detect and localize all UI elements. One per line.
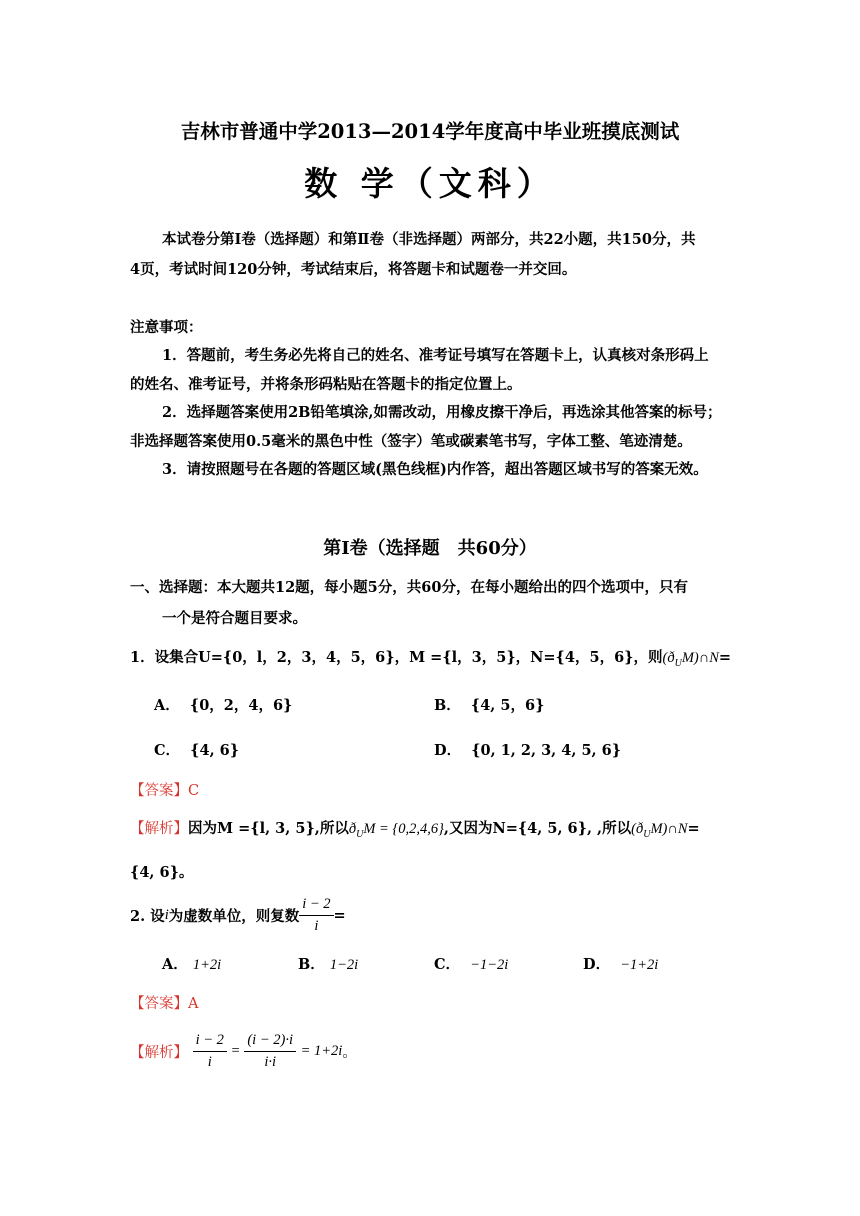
note-2-line-2: 非选择题答案使用0.5毫米的黑色中性（签字）笔或碳素笔书写，字体工整、笔迹清楚。 — [130, 433, 692, 450]
subject-title: 数 学（文科） — [304, 164, 556, 203]
question-2-answer: 【答案】A — [130, 996, 199, 1012]
question-1-option-b: B． {4, 5，6} — [434, 697, 545, 714]
question-1-option-a: A． {0，2，4，6} — [154, 697, 293, 714]
question-1-option-d: D． {0, 1, 2, 3, 4, 5, 6} — [434, 742, 622, 759]
note-1-line-1: 1．答题前，考生务必先将自己的姓名、准考证号填写在答题卡上，认真核对条形码上 — [162, 347, 709, 364]
exam-title: 吉林市普通中学2013—2014学年度高中毕业班摸底测试 — [180, 120, 680, 143]
analysis-fraction-2: $\frac{(i - 2)\cdot i}{i\cdot i}$ — [244, 1032, 296, 1071]
notes-heading: 注意事项： — [130, 319, 203, 336]
section-heading-line-2: 一个是符合题目要求。 — [162, 610, 307, 627]
question-2-analysis: 【解析】 $\frac{i - 2}{i}$ = $\frac{(i - 2)\cdot i}{i\cdot i}$ = 1+2i。 — [130, 1032, 357, 1070]
part1-title: 第Ⅰ卷（选择题 共60分） — [323, 538, 537, 559]
question-2-option-d: D． −1+2i — [583, 956, 659, 973]
question-1-tail: = — [718, 649, 732, 666]
question-1-math: $(ð_UM)\cap N$ — [662, 650, 719, 669]
question-1-analysis: 【解析】因为M ={l, 3, 5},所以$ð_UM = \{0,2,4,6\}$,又因为N={4, 5, 6}, ,所以$(ð_UM)\cap N=$ — [130, 820, 700, 840]
question-2-option-c: C． −1−2i — [434, 956, 509, 973]
analysis-fraction-1: $\frac{i - 2}{i}$ — [193, 1032, 227, 1071]
question-2-option-b: B． 1−2i — [298, 956, 359, 973]
section-heading-line-1: 一、选择题：本大题共12题，每小题5分，共60分，在每小题给出的四个选项中，只有 — [130, 579, 688, 596]
question-2-fraction: $\frac{i - 2}{i}$ — [299, 896, 333, 935]
note-3: 3．请按照题号在各题的答题区域(黑色线框)内作答，超出答题区域书写的答案无效。 — [162, 461, 708, 478]
analysis-tag: 【解析】 — [130, 1045, 188, 1061]
intro-line-1: 本试卷分第Ⅰ卷（选择题）和第Ⅱ卷（非选择题）两部分，共22小题，共150分，共 — [162, 231, 696, 248]
note-1-line-2: 的姓名、准考证号，并将条形码粘贴在答题卡的指定位置上。 — [130, 376, 522, 393]
question-1-answer: 【答案】C — [130, 783, 200, 799]
intro-line-2: 4页，考试时间120分钟，考试结束后，将答题卡和试题卷一并交回。 — [130, 261, 577, 278]
note-2-line-1: 2．选择题答案使用2B铅笔填涂,如需改动，用橡皮擦干净后，再选涂其他答案的标号； — [162, 404, 722, 421]
question-1-analysis-line-2: {4, 6}。 — [130, 864, 194, 881]
question-1-text: 1．设集合U={0，l，2，3，4，5，6}，M ={l，3，5}，N={4，5，6}，则 — [130, 649, 663, 666]
analysis-tag: 【解析】 — [130, 821, 188, 837]
question-2-option-a: A． 1+2i — [162, 956, 222, 973]
question-2-stem: 2. 设i为虚数单位，则复数 $\frac{i - 2}{i}$ = — [130, 896, 346, 934]
question-1-option-c: C． {4, 6} — [154, 742, 240, 759]
question-1-stem — [130, 646, 731, 669]
